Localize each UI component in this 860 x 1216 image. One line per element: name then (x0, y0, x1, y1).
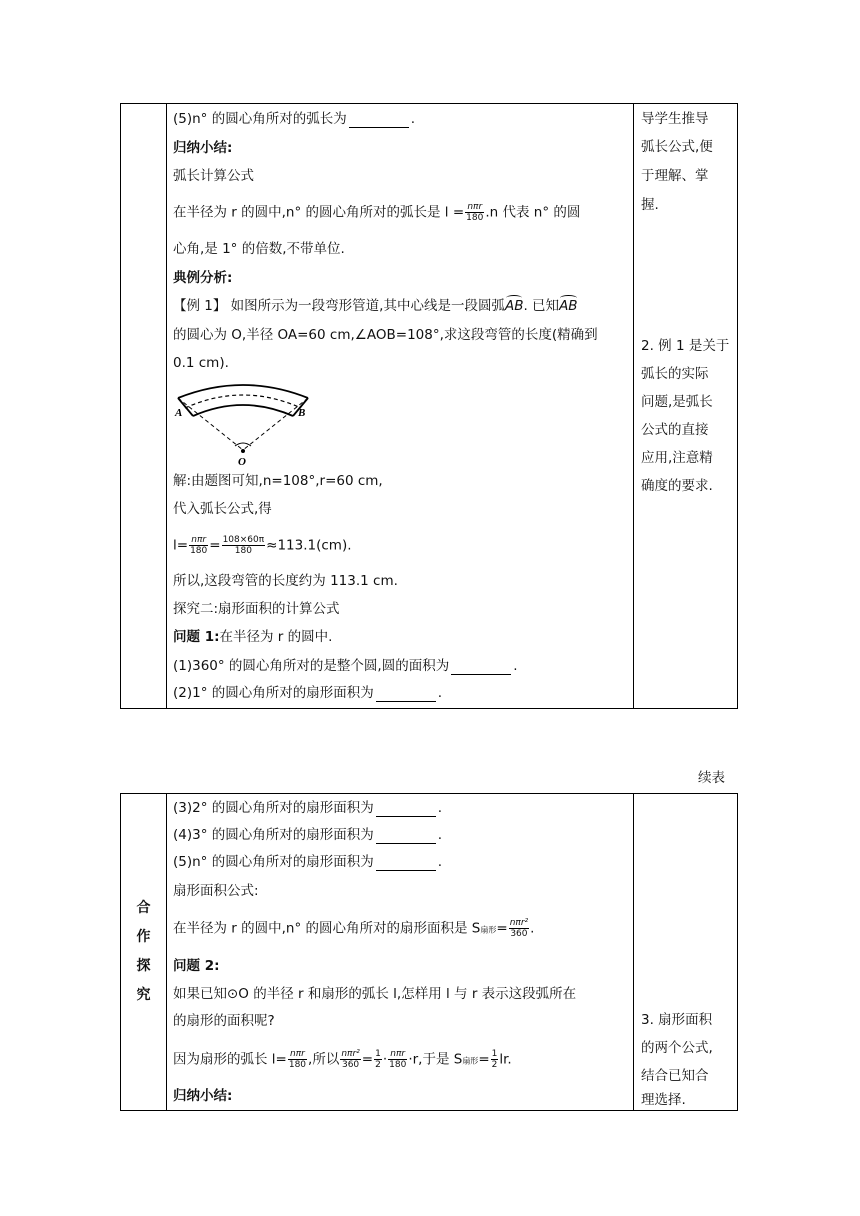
text-line: (4)3° 的圆心角所对的扇形面积为 . (173, 827, 443, 843)
fraction: $\frac{1}{2}$ (491, 1049, 498, 1070)
column-divider (633, 794, 634, 1110)
note-line: 握. (641, 197, 659, 213)
fraction: $\frac{\text{nπr}}{180}$ (389, 1049, 407, 1070)
text-line: (5)n° 的圆心角所对的扇形面积为 . (173, 854, 443, 870)
continued-label: 续表 (698, 770, 725, 786)
text-line: 0.1 cm). (173, 355, 229, 371)
section-heading: 归纳小结: (173, 1088, 233, 1104)
stage-char: 作 (136, 929, 151, 945)
point-a-label: A (175, 407, 183, 419)
text-line: 心角,是 1° 的倍数,不带单位. (173, 241, 345, 257)
fraction: $\frac{\text{nπr²}}{360}$ (341, 1049, 360, 1070)
fraction: $\frac{108\times 60\pi}{180}$ (222, 535, 265, 556)
fraction: $\frac{\text{nπr}}{180}$ (466, 202, 484, 223)
center-arc (185, 395, 301, 408)
answer-blank[interactable] (376, 856, 436, 871)
section-heading: 归纳小结: (173, 140, 233, 156)
text-line: 探究二:扇形面积的计算公式 (173, 601, 340, 617)
point-o-label: O (238, 456, 246, 468)
text-line: 【例 1】 如图所示为一段弯形管道,其中心线是一段圆弧AB. 已知AB (173, 298, 578, 314)
lesson-table-1 (120, 103, 738, 709)
stage-char: 探 (136, 958, 151, 974)
text-line: 如果已知⊙O 的半径 r 和扇形的弧长 l,怎样用 l 与 r 表示这段弧所在 (173, 986, 577, 1002)
note-line: 导学生推导 (641, 111, 709, 127)
note-line: 确度的要求. (641, 478, 713, 494)
fraction: $\frac{\text{nπr²}}{360}$ (509, 918, 529, 939)
answer-blank[interactable] (376, 687, 436, 702)
fraction: $\frac{\text{nπr}}{180}$ (288, 1049, 307, 1070)
note-line: 2. 例 1 是关于 (641, 338, 730, 354)
note-line: 公式的直接 (641, 422, 709, 438)
answer-blank[interactable] (349, 113, 409, 128)
formula-line: 在半径为 r 的圆中,n° 的圆心角所对的弧长是 l = $\frac{\text{nπr}}{180}$ .n 代表 n° 的圆 (173, 202, 581, 223)
text-line: (3)2° 的圆心角所对的扇形面积为 . (173, 800, 443, 816)
text-line: 解:由题图可知,n=108°,r=60 cm, (173, 473, 383, 489)
text-line: (5)n° 的圆心角所对的弧长为 . (173, 111, 416, 127)
note-line: 应用,注意精 (641, 450, 713, 466)
text-line: 代入弧长公式,得 (173, 501, 272, 517)
text-line: 的圆心为 O,半径 OA=60 cm,∠AOB=108°,求这段弯管的长度(精确到 (173, 327, 598, 343)
text-line: 扇形面积公式: (173, 883, 259, 899)
bent-pipe-figure (173, 376, 323, 468)
fraction: $\frac{1}{2}$ (375, 1049, 381, 1070)
outer-arc (178, 385, 308, 398)
text-line: (1)360° 的圆心角所对的是整个圆,圆的面积为 . (173, 658, 518, 674)
note-line: 结合已知合 (641, 1068, 709, 1084)
text-line: 的扇形的面积呢? (173, 1013, 275, 1029)
point-b-label: B (298, 407, 306, 419)
note-line: 问题,是弧长 (641, 394, 713, 410)
inner-arc (193, 405, 293, 416)
note-line: 的两个公式, (641, 1040, 713, 1056)
stage-column (121, 104, 167, 708)
stage-column (121, 794, 167, 1110)
note-line: 3. 扇形面积 (641, 1012, 713, 1028)
arc-label: AB (559, 298, 578, 314)
text-line: 弧长计算公式 (173, 168, 254, 184)
text-line: (2)1° 的圆心角所对的扇形面积为 . (173, 685, 443, 701)
column-divider (633, 104, 634, 708)
formula-line: 因为扇形的弧长 l= $\frac{\text{nπr}}{180}$ ,所以 $\frac{\text{nπr²}}{360}$ = $\frac{1}{2}$ · $\frac{\text{nπr}}{180}$ ·r,于是 S扇形= $\frac{1}{2}$ lr. (173, 1049, 512, 1070)
formula-line: l= $\frac{\text{nπr}}{180}$ = $\frac{108\times 60\pi}{180}$ ≈113.1(cm). (173, 535, 352, 556)
text-line: 问题 1:在半径为 r 的圆中. (173, 629, 333, 645)
answer-blank[interactable] (451, 660, 511, 675)
fraction: $\frac{\text{nπr}}{180}$ (190, 535, 208, 556)
arc-label: AB (504, 298, 524, 314)
answer-blank[interactable] (376, 802, 436, 817)
note-line: 弧长公式,便 (641, 139, 713, 155)
stage-char: 究 (136, 987, 151, 1003)
section-heading: 问题 2: (173, 958, 220, 974)
note-line: 弧长的实际 (641, 366, 709, 382)
lesson-table-2 (120, 793, 738, 1111)
stage-char: 合 (136, 900, 151, 916)
text-line: 所以,这段弯管的长度约为 113.1 cm. (173, 573, 398, 589)
note-line: 理选择. (641, 1092, 686, 1108)
answer-blank[interactable] (376, 829, 436, 844)
section-heading: 典例分析: (173, 270, 233, 286)
note-line: 于理解、掌 (641, 168, 709, 184)
formula-line: 在半径为 r 的圆中,n° 的圆心角所对的扇形面积是 S扇形= $\frac{\text{nπr²}}{360}$ . (173, 918, 535, 939)
